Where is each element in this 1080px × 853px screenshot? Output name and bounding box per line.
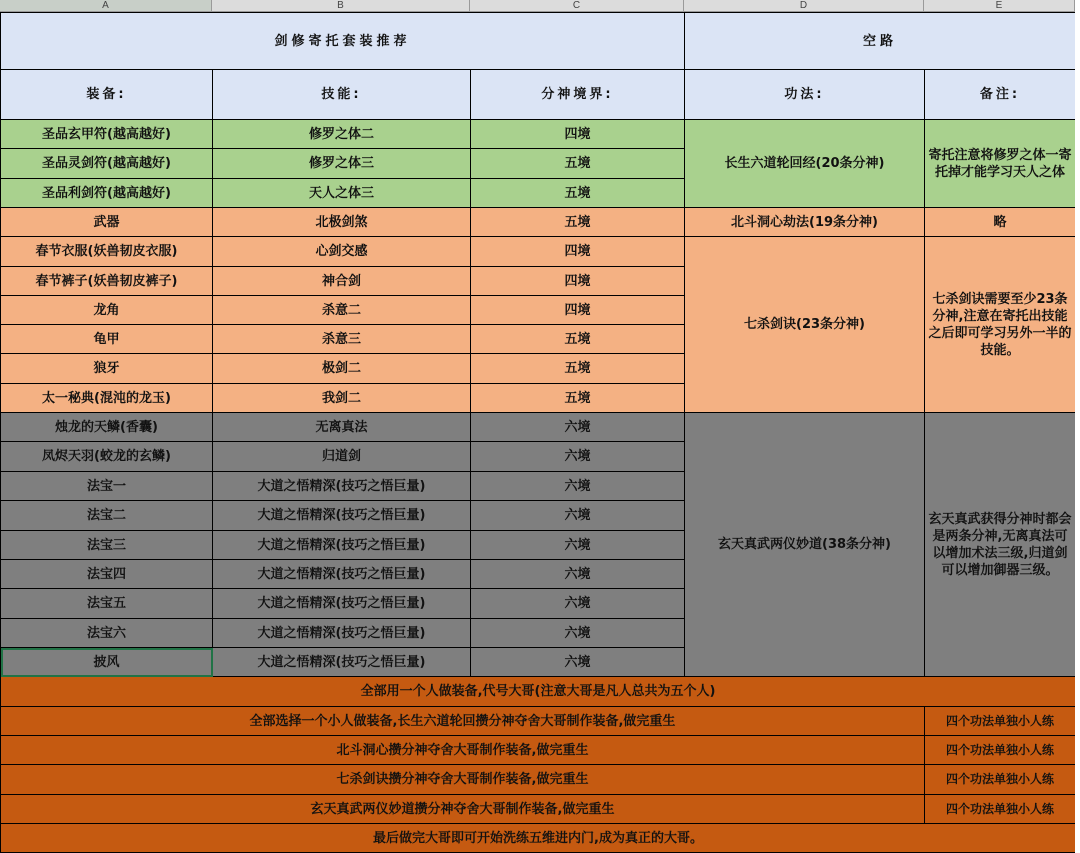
cell-realm[interactable]: 四境 [471,237,685,267]
cell-note[interactable]: 寄托注意将修罗之体一寄托掉才能学习天人之体 [925,120,1076,208]
cell-skill[interactable]: 天人之体三 [213,179,471,208]
cell-skill[interactable]: 大道之悟精深(技巧之悟巨量) [213,648,471,677]
footer-row[interactable]: 全部用一个人做装备,代号大哥(注意大哥是凡人总共为五个人) [1,677,1076,707]
cell-skill[interactable]: 大道之悟精深(技巧之悟巨量) [213,472,471,501]
cell-skill[interactable]: 修罗之体三 [213,149,471,179]
cell-skill[interactable]: 北极剑煞 [213,208,471,237]
cell-skill[interactable]: 极剑二 [213,354,471,384]
column-header-c[interactable]: C [470,0,684,12]
cell-realm[interactable]: 六境 [471,531,685,560]
cell-equipment[interactable]: 法宝二 [1,501,213,531]
header-method[interactable]: 功法: [685,70,925,120]
cell-skill[interactable]: 杀意二 [213,296,471,325]
sheet-subtitle[interactable]: 空路 [685,13,1076,70]
header-skill[interactable]: 技能: [213,70,471,120]
footer-row[interactable]: 七杀剑诀攒分神夺舍大哥制作装备,做完重生 [1,765,925,795]
footer-side-note[interactable]: 四个功法单独小人练 [925,707,1076,736]
cell-note[interactable]: 略 [925,208,1076,237]
cell-note[interactable]: 玄天真武获得分神时都会是两条分神,无离真法可以增加术法三级,归道剑可以增加御器三级。 [925,413,1076,677]
footer-side-note[interactable]: 四个功法单独小人练 [925,736,1076,765]
cell-equipment[interactable]: 法宝一 [1,472,213,501]
footer-side-note[interactable]: 四个功法单独小人练 [925,795,1076,824]
cell-skill[interactable]: 杀意三 [213,325,471,354]
cell-method[interactable]: 七杀剑诀(23条分神) [685,237,925,413]
cell-equipment[interactable]: 太一秘典(混沌的龙玉) [1,384,213,413]
sheet-title[interactable]: 剑修寄托套装推荐 [1,13,685,70]
cell-equipment[interactable]: 法宝三 [1,531,213,560]
cell-equipment[interactable]: 法宝五 [1,589,213,619]
cell-realm[interactable]: 五境 [471,179,685,208]
footer-row[interactable]: 北斗洞心攒分神夺舍大哥制作装备,做完重生 [1,736,925,765]
header-equipment[interactable]: 装备: [1,70,213,120]
cell-equipment[interactable]: 龙角 [1,296,213,325]
cell-equipment[interactable]: 狼牙 [1,354,213,384]
cell-skill[interactable]: 归道剑 [213,442,471,472]
cell-equipment[interactable]: 凤烬天羽(蛟龙的玄鳞) [1,442,213,472]
cell-skill[interactable]: 心剑交感 [213,237,471,267]
cell-skill[interactable]: 大道之悟精深(技巧之悟巨量) [213,560,471,589]
cell-realm[interactable]: 五境 [471,354,685,384]
cell-realm[interactable]: 六境 [471,560,685,589]
cell-method[interactable]: 北斗洞心劫法(19条分神) [685,208,925,237]
cell-skill[interactable]: 神合剑 [213,267,471,296]
cell-realm[interactable]: 四境 [471,296,685,325]
cell-realm[interactable]: 五境 [471,208,685,237]
cell-skill[interactable]: 无离真法 [213,413,471,442]
footer-row[interactable]: 最后做完大哥即可开始洗练五维进内门,成为真正的大哥。 [1,824,1076,853]
cell-equipment[interactable]: 圣品灵剑符(越高越好) [1,149,213,179]
cell-realm[interactable]: 六境 [471,589,685,619]
cell-note[interactable]: 七杀剑诀需要至少23条分神,注意在寄托出技能之后即可学习另外一半的技能。 [925,237,1076,413]
column-header-a[interactable]: A [0,0,212,12]
cell-equipment[interactable]: 圣品玄甲符(越高越好) [1,120,213,149]
cell-realm[interactable]: 六境 [471,648,685,677]
cell-skill[interactable]: 大道之悟精深(技巧之悟巨量) [213,501,471,531]
cell-equipment[interactable]: 武器 [1,208,213,237]
cell-skill[interactable]: 我剑二 [213,384,471,413]
cell-equipment-selected[interactable]: 披风 [1,648,213,677]
cell-equipment[interactable]: 龟甲 [1,325,213,354]
footer-row[interactable]: 玄天真武两仪妙道攒分神夺舍大哥制作装备,做完重生 [1,795,925,824]
cell-realm[interactable]: 六境 [471,413,685,442]
cell-realm[interactable]: 六境 [471,619,685,648]
cell-method[interactable]: 玄天真武两仪妙道(38条分神) [685,413,925,677]
footer-row[interactable]: 全部选择一个小人做装备,长生六道轮回攒分神夺舍大哥制作装备,做完重生 [1,707,925,736]
cell-realm[interactable]: 六境 [471,501,685,531]
cell-equipment[interactable]: 法宝六 [1,619,213,648]
cell-skill[interactable]: 大道之悟精深(技巧之悟巨量) [213,619,471,648]
cell-method[interactable]: 长生六道轮回经(20条分神) [685,120,925,208]
data-grid [0,12,1076,853]
cell-realm[interactable]: 四境 [471,120,685,149]
column-header-d[interactable]: D [684,0,924,12]
footer-side-note[interactable]: 四个功法单独小人练 [925,765,1076,795]
cell-realm[interactable]: 六境 [471,472,685,501]
cell-realm[interactable]: 五境 [471,325,685,354]
cell-realm[interactable]: 五境 [471,384,685,413]
header-note[interactable]: 备注: [925,70,1076,120]
sheet-right-edge [1075,0,1080,853]
header-realm[interactable]: 分神境界: [471,70,685,120]
cell-realm[interactable]: 六境 [471,442,685,472]
column-header-e[interactable]: E [924,0,1075,12]
cell-realm[interactable]: 五境 [471,149,685,179]
cell-skill[interactable]: 修罗之体二 [213,120,471,149]
cell-equipment[interactable]: 烛龙的天鳞(香囊) [1,413,213,442]
cell-equipment[interactable]: 法宝四 [1,560,213,589]
cell-equipment[interactable]: 春节衣服(妖兽韧皮衣服) [1,237,213,267]
cell-skill[interactable]: 大道之悟精深(技巧之悟巨量) [213,589,471,619]
cell-skill[interactable]: 大道之悟精深(技巧之悟巨量) [213,531,471,560]
cell-realm[interactable]: 四境 [471,267,685,296]
column-header-b[interactable]: B [212,0,470,12]
cell-equipment[interactable]: 圣品利剑符(越高越好) [1,179,213,208]
cell-equipment[interactable]: 春节裤子(妖兽韧皮裤子) [1,267,213,296]
